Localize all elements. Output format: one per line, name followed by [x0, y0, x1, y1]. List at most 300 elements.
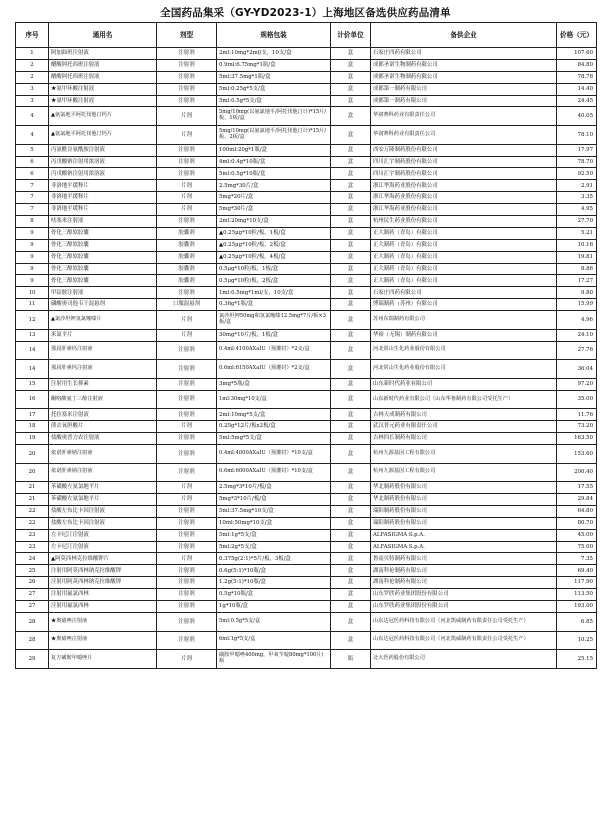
supplier-company-cell: 博瑞制药（苏州）有限公司: [371, 299, 557, 311]
supplier-company-cell: 武汉普元药业有限责任公司: [371, 421, 557, 433]
row-number-cell: 16: [16, 390, 49, 409]
spec-package-cell: 1ml:30mg*10支/盒: [217, 390, 331, 409]
supplier-company-cell: 湖南科伦制药有限公司: [371, 577, 557, 589]
supplier-company-cell: 西安万隆制药股份有限公司: [371, 144, 557, 156]
supplier-company-cell: 北大医药股份有限公司: [371, 650, 557, 669]
price-cell: 107.60: [557, 48, 597, 60]
supplier-company-cell: 正大制药（青岛）有限公司: [371, 251, 557, 263]
table-row: [16, 378, 597, 390]
price-cell: 19.81: [557, 251, 597, 263]
pricing-unit-cell: 盒: [331, 505, 371, 517]
supplier-company-cell: ALFASIGMA S.p.A.: [371, 541, 557, 553]
spec-package-cell: ▲0.25μg*10粒/板，2板/盒: [217, 239, 331, 251]
pricing-unit-cell: 盒: [331, 48, 371, 60]
table-row: [16, 650, 597, 669]
row-number-cell: 20: [16, 463, 49, 482]
dosage-form-cell: 注射剂: [157, 444, 217, 463]
price-cell: 40.05: [557, 107, 597, 126]
drug-name-cell: 甲钴胺注射液: [49, 287, 157, 299]
price-cell: 36.04: [557, 360, 597, 379]
row-number-cell: 19: [16, 433, 49, 445]
price-cell: 64.80: [557, 505, 597, 517]
price-cell: 2.91: [557, 180, 597, 192]
table-header-row: [16, 23, 597, 48]
pricing-unit-cell: 盒: [331, 275, 371, 287]
dosage-form-cell: 注射剂: [157, 341, 217, 360]
spec-package-cell: 4ml:0.4g*10瓶/盒: [217, 156, 331, 168]
dosage-form-cell: 片剂: [157, 494, 217, 506]
table-row: [16, 299, 597, 311]
row-number-cell: 9: [16, 263, 49, 275]
row-number-cell: 8: [16, 215, 49, 227]
pricing-unit-cell: 盒: [331, 239, 371, 251]
pricing-unit-cell: 盒: [331, 59, 371, 71]
drug-name-cell: 磷酸奥司他韦干混悬剂: [49, 299, 157, 311]
supplier-company-cell: 山东新时代药业有限公司: [371, 378, 557, 390]
pricing-unit-cell: 盒: [331, 360, 371, 379]
table-row: [16, 553, 597, 565]
dosage-form-cell: 口服混悬剂: [157, 299, 217, 311]
price-cell: 4.96: [557, 311, 597, 330]
supplier-company-cell: 成都第一制药有限公司: [371, 95, 557, 107]
table-row: [16, 505, 597, 517]
supplier-company-cell: 华北制药股份有限公司: [371, 482, 557, 494]
drug-name-cell: 注射用阿莫西林钠克拉维酸钾: [49, 565, 157, 577]
dosage-form-cell: 片剂: [157, 553, 217, 565]
drug-name-cell: ▲阿莫西林克拉维酸钾片: [49, 553, 157, 565]
price-cell: 92.50: [557, 168, 597, 180]
dosage-form-cell: 注射剂: [157, 390, 217, 409]
supplier-company-cell: 正大制药（青岛）有限公司: [371, 239, 557, 251]
pricing-unit-cell: 盒: [331, 541, 371, 553]
dosage-form-cell: 片剂: [157, 204, 217, 216]
dosage-form-cell: 注射剂: [157, 378, 217, 390]
dosage-form-cell: 胶囊剂: [157, 263, 217, 275]
price-cell: 9.80: [557, 287, 597, 299]
dosage-form-cell: 注射剂: [157, 71, 217, 83]
drug-name-cell: 复方磺胺甲噁唑片: [49, 650, 157, 669]
drug-name-cell: 丙戊酸钠注射用浓溶液: [49, 156, 157, 168]
supplier-company-cell: 石家庄四药有限公司: [371, 48, 557, 60]
table-row: [16, 287, 597, 299]
row-number-cell: 20: [16, 444, 49, 463]
spec-package-cell: 5ml:1g*5支/盒: [217, 529, 331, 541]
pricing-unit-cell: 盒: [331, 565, 371, 577]
spec-package-cell: 5mg/10mg(以氨氯地平/阿托伐他汀计)*15片/板，1板/盒: [217, 107, 331, 126]
spec-package-cell: 0.25g*12片/板x2板/盒: [217, 421, 331, 433]
spec-package-cell: 5ml:2g*5支/盒: [217, 541, 331, 553]
supplier-company-cell: 正大制药（青岛）有限公司: [371, 275, 557, 287]
table-row: [16, 421, 597, 433]
pricing-unit-cell: 盒: [331, 612, 371, 631]
price-cell: 27.76: [557, 341, 597, 360]
row-number-cell: 21: [16, 494, 49, 506]
supplier-company-cell: 杭州九源基因工程有限公司: [371, 444, 557, 463]
spec-package-cell: 2ml:10mg*5支/盒: [217, 409, 331, 421]
row-number-cell: 7: [16, 192, 49, 204]
price-cell: 35.00: [557, 390, 597, 409]
pricing-unit-cell: 盒: [331, 390, 371, 409]
pricing-unit-cell: 盒: [331, 227, 371, 239]
spec-package-cell: 2.5mg*30片/盒: [217, 180, 331, 192]
dosage-form-cell: 片剂: [157, 482, 217, 494]
spec-package-cell: 0.36g*1瓶/盒: [217, 299, 331, 311]
supplier-company-cell: 河北常山生化药业股份有限公司: [371, 341, 557, 360]
dosage-form-cell: 注射剂: [157, 144, 217, 156]
table-row: [16, 360, 597, 379]
supplier-company-cell: 正大制药（青岛）有限公司: [371, 263, 557, 275]
pricing-unit-cell: 盒: [331, 299, 371, 311]
supplier-company-cell: 山东罗欣药业集团股份有限公司: [371, 601, 557, 613]
table-row: [16, 601, 597, 613]
row-number-cell: 15: [16, 378, 49, 390]
dosage-form-cell: 注射剂: [157, 565, 217, 577]
row-number-cell: 22: [16, 517, 49, 529]
spec-package-cell: ▲0.25μg*10粒/板，4板/盒: [217, 251, 331, 263]
drug-name-cell: 苯磺酸左氨氯地平片: [49, 494, 157, 506]
pricing-unit-cell: 盒: [331, 444, 371, 463]
table-body: [16, 48, 597, 669]
pricing-unit-cell: 盒: [331, 287, 371, 299]
row-number-cell: 9: [16, 227, 49, 239]
drug-name-cell: 注射用阿莫西林钠克拉维酸钾: [49, 577, 157, 589]
dosage-form-cell: 胶囊剂: [157, 275, 217, 287]
spec-package-cell: 30mg*10片/板，1板/盒: [217, 329, 331, 341]
dosage-form-cell: 注射剂: [157, 48, 217, 60]
row-number-cell: 28: [16, 612, 49, 631]
drug-name-cell: 盐酸左布比卡因注射液: [49, 505, 157, 517]
pricing-unit-cell: 盒: [331, 433, 371, 445]
pricing-unit-cell: 盒: [331, 83, 371, 95]
table-row: [16, 390, 597, 409]
price-cell: 78.10: [557, 126, 597, 145]
row-number-cell: 6: [16, 156, 49, 168]
price-cell: 73.20: [557, 421, 597, 433]
row-number-cell: 18: [16, 421, 49, 433]
price-cell: 84.80: [557, 59, 597, 71]
dosage-form-cell: 片剂: [157, 421, 217, 433]
table-row: [16, 589, 597, 601]
drug-name-cell: ▲氯沙坦钾氢氯噻嗪片: [49, 311, 157, 330]
spec-package-cell: 0.5μg*10粒/板，1板/盒: [217, 263, 331, 275]
dosage-form-cell: 注射剂: [157, 541, 217, 553]
table-row: [16, 144, 597, 156]
spec-package-cell: 0.6g(5:1)*10瓶/盒: [217, 565, 331, 577]
dosage-form-cell: 注射剂: [157, 156, 217, 168]
price-cell: 29.84: [557, 494, 597, 506]
row-number-cell: 17: [16, 409, 49, 421]
price-cell: 6.85: [557, 612, 597, 631]
pricing-unit-cell: 盒: [331, 95, 371, 107]
price-cell: 10.16: [557, 239, 597, 251]
table-row: [16, 126, 597, 145]
pricing-unit-cell: 盒: [331, 463, 371, 482]
supplier-company-cell: 瑞阳制药股份有限公司: [371, 505, 557, 517]
drug-name-cell: 醋酸阿托西班注射液: [49, 71, 157, 83]
pricing-unit-cell: 盒: [331, 251, 371, 263]
header-cell: 备供企业: [371, 23, 557, 48]
table-row: [16, 59, 597, 71]
drug-name-cell: ★氨甲环酸注射液: [49, 95, 157, 107]
dosage-form-cell: 片剂: [157, 107, 217, 126]
page-title: 全国药品集采（GY-YD2023-1）上海地区备选供应药品清单: [160, 7, 451, 19]
spec-package-cell: 2ml:20mg*10支/盒: [217, 215, 331, 227]
pricing-unit-cell: 盒: [331, 378, 371, 390]
supplier-company-cell: ALFASIGMA S.p.A.: [371, 529, 557, 541]
row-number-cell: 7: [16, 204, 49, 216]
dosage-form-cell: 片剂: [157, 192, 217, 204]
dosage-form-cell: 注射剂: [157, 409, 217, 421]
pricing-unit-cell: 盒: [331, 215, 371, 227]
drug-name-cell: 骨化三醇软胶囊: [49, 275, 157, 287]
pricing-unit-cell: 盒: [331, 192, 371, 204]
supplier-company-cell: 成都第一制药有限公司: [371, 83, 557, 95]
row-number-cell: 23: [16, 541, 49, 553]
dosage-form-cell: 注射剂: [157, 95, 217, 107]
price-cell: 3.35: [557, 192, 597, 204]
price-cell: 15.99: [557, 299, 597, 311]
pricing-unit-cell: 盒: [331, 144, 371, 156]
spec-package-cell: 0.9ml:6.75mg*1瓶/盒: [217, 59, 331, 71]
dosage-form-cell: 片剂: [157, 126, 217, 145]
supplier-company-cell: 吉林天成制药有限公司: [371, 409, 557, 421]
spec-package-cell: 10ml:50mg*10支/盒: [217, 517, 331, 529]
spec-package-cell: 5ml:0.25g*5支/盒: [217, 83, 331, 95]
row-number-cell: 10: [16, 287, 49, 299]
price-cell: 153.60: [557, 444, 597, 463]
row-number-cell: 29: [16, 650, 49, 669]
table-row: [16, 215, 597, 227]
table-row: [16, 444, 597, 463]
table-row: [16, 311, 597, 330]
supplier-company-cell: 华裕（无锡）制药有限公司: [371, 329, 557, 341]
dosage-form-cell: 片剂: [157, 311, 217, 330]
drug-name-cell: 苯磺酸左氨氯地平片: [49, 482, 157, 494]
supplier-company-cell: 山东罗欣药业集团股份有限公司: [371, 589, 557, 601]
row-number-cell: 21: [16, 482, 49, 494]
drug-name-cell: ★奥硝唑注射液: [49, 631, 157, 650]
pricing-unit-cell: 盒: [331, 589, 371, 601]
drug-name-cell: 阿加曲班注射液: [49, 48, 157, 60]
supplier-company-cell: 成都圣诺生物制药有限公司: [371, 71, 557, 83]
row-number-cell: 2: [16, 59, 49, 71]
supplier-company-cell: 杭州九源基因工程有限公司: [371, 463, 557, 482]
dosage-form-cell: 注射剂: [157, 433, 217, 445]
header-cell: 通用名: [49, 23, 157, 48]
dosage-form-cell: 注射剂: [157, 168, 217, 180]
spec-package-cell: 5ml:0.5g*10瓶/盒: [217, 168, 331, 180]
price-cell: 27.70: [557, 215, 597, 227]
row-number-cell: 1: [16, 48, 49, 60]
drug-list-table: [15, 22, 597, 669]
spec-package-cell: 5ml:37.5mg*10支/盒: [217, 505, 331, 517]
dosage-form-cell: 注射剂: [157, 589, 217, 601]
dosage-form-cell: 片剂: [157, 180, 217, 192]
table-row: [16, 517, 597, 529]
spec-package-cell: 2.5mg*3*10片/板/盒: [217, 482, 331, 494]
table-row: [16, 263, 597, 275]
drug-name-cell: 丙戊酸钠注射用浓溶液: [49, 168, 157, 180]
dosage-form-cell: 注射剂: [157, 529, 217, 541]
pricing-unit-cell: 盒: [331, 180, 371, 192]
dosage-form-cell: 注射剂: [157, 612, 217, 631]
pricing-unit-cell: 盒: [331, 168, 371, 180]
spec-package-cell: 5ml:5mg*5支/盒: [217, 433, 331, 445]
pricing-unit-cell: 盒: [331, 553, 371, 565]
spec-package-cell: 5mg*20片/盒: [217, 192, 331, 204]
pricing-unit-cell: 盒: [331, 529, 371, 541]
pricing-unit-cell: 盒: [331, 409, 371, 421]
table-row: [16, 239, 597, 251]
table-row: [16, 433, 597, 445]
supplier-company-cell: 山东新时代药业有限公司（山东华鲁制药有限公司受托生产）: [371, 390, 557, 409]
spec-package-cell: 1g*10瓶/盒: [217, 601, 331, 613]
dosage-form-cell: 注射剂: [157, 83, 217, 95]
table-row: [16, 227, 597, 239]
row-number-cell: 4: [16, 126, 49, 145]
price-cell: 10.25: [557, 631, 597, 650]
drug-name-cell: 醋酸阿托西班注射液: [49, 59, 157, 71]
pricing-unit-cell: 盒: [331, 577, 371, 589]
supplier-company-cell: 成都圣诺生物制药有限公司: [371, 59, 557, 71]
dosage-form-cell: 片剂: [157, 650, 217, 669]
row-number-cell: 27: [16, 601, 49, 613]
supplier-company-cell: 山东达冠医药科技有限公司（河北凯威制药有限责任公司受托生产）: [371, 612, 557, 631]
price-cell: 17.27: [557, 275, 597, 287]
supplier-company-cell: 华北制药股份有限公司: [371, 494, 557, 506]
drug-name-cell: ▲氨氯地平阿托伐他汀钙片: [49, 126, 157, 145]
table-row: [16, 541, 597, 553]
price-cell: 97.20: [557, 378, 597, 390]
drug-name-cell: 左卡尼汀注射液: [49, 529, 157, 541]
row-number-cell: 9: [16, 251, 49, 263]
table-row: [16, 275, 597, 287]
dosage-form-cell: 胶囊剂: [157, 227, 217, 239]
table-row: [16, 409, 597, 421]
supplier-company-cell: 浙江华海药业股份有限公司: [371, 180, 557, 192]
spec-package-cell: 0.6ml:6000AXaIU（预灌封）*10支/盒: [217, 463, 331, 482]
spec-package-cell: 5mg/10mg(以氨氯地平/阿托伐他汀计)*15片/板，2板/盒: [217, 126, 331, 145]
header-cell: 价格（元）: [557, 23, 597, 48]
spec-package-cell: 5ml:37.5mg*1瓶/盒: [217, 71, 331, 83]
pricing-unit-cell: 盒: [331, 517, 371, 529]
supplier-company-cell: 山东达冠医药科技有限公司（河北凯威制药有限责任公司受托生产）: [371, 631, 557, 650]
price-cell: 78.70: [557, 156, 597, 168]
spec-package-cell: 5mg*3*10片/板/盒: [217, 494, 331, 506]
drug-name-cell: 骨化三醇软胶囊: [49, 239, 157, 251]
price-cell: 193.00: [557, 601, 597, 613]
row-number-cell: 5: [16, 144, 49, 156]
drug-name-cell: 盐酸左布比卡因注射液: [49, 517, 157, 529]
row-number-cell: 13: [16, 329, 49, 341]
table-row: [16, 168, 597, 180]
spec-package-cell: 磺胺甲噁唑400mg，甲氧苄啶80mg*100片/瓶: [217, 650, 331, 669]
drug-name-cell: 熊去氧胆酸片: [49, 421, 157, 433]
supplier-company-cell: 浙江华海药业股份有限公司: [371, 192, 557, 204]
table-row: [16, 95, 597, 107]
dosage-form-cell: 注射剂: [157, 287, 217, 299]
dosage-form-cell: 注射剂: [157, 631, 217, 650]
dosage-form-cell: 注射剂: [157, 59, 217, 71]
row-number-cell: 3: [16, 83, 49, 95]
drug-name-cell: 那屈肝素钙注射液: [49, 360, 157, 379]
row-number-cell: 11: [16, 299, 49, 311]
price-cell: 80.70: [557, 517, 597, 529]
drug-name-cell: 骨化三醇软胶囊: [49, 251, 157, 263]
drug-name-cell: 托拉塞米注射液: [49, 409, 157, 421]
spec-package-cell: 0.4ml:4100AXaIU（预灌封）*2支/盒: [217, 341, 331, 360]
table-row: [16, 83, 597, 95]
dosage-form-cell: 胶囊剂: [157, 239, 217, 251]
drug-name-cell: 依诺肝素钠注射液: [49, 463, 157, 482]
spec-package-cell: 6ml:1g*5支/盒: [217, 631, 331, 650]
supplier-company-cell: 河北常山生化药业股份有限公司: [371, 360, 557, 379]
table-row: [16, 71, 597, 83]
spec-package-cell: 100ml:20g*1瓶/盒: [217, 144, 331, 156]
supplier-company-cell: 鲁南贝特制药有限公司: [371, 553, 557, 565]
pricing-unit-cell: 盒: [331, 631, 371, 650]
drug-name-cell: 非洛地平缓释片: [49, 180, 157, 192]
price-cell: 8.86: [557, 263, 597, 275]
drug-name-cell: 酮咯酸氨丁三醇注射液: [49, 390, 157, 409]
pricing-unit-cell: 盒: [331, 156, 371, 168]
row-number-cell: 7: [16, 180, 49, 192]
dosage-form-cell: 注射剂: [157, 463, 217, 482]
spec-package-cell: 0.5g*10瓶/盒: [217, 589, 331, 601]
spec-package-cell: 1.2g(5:1)*10瓶/盒: [217, 577, 331, 589]
row-number-cell: 9: [16, 239, 49, 251]
spec-package-cell: ▲0.25μg*10粒/板，1板/盒: [217, 227, 331, 239]
table-row: [16, 251, 597, 263]
table-row: [16, 341, 597, 360]
header-cell: 序号: [16, 23, 49, 48]
supplier-company-cell: 华润赛科药业有限责任公司: [371, 107, 557, 126]
spec-package-cell: 3mg*5瓶/盒: [217, 378, 331, 390]
pricing-unit-cell: 盒: [331, 341, 371, 360]
price-cell: 75.00: [557, 541, 597, 553]
row-number-cell: 27: [16, 589, 49, 601]
supplier-company-cell: 石家庄四药有限公司: [371, 287, 557, 299]
row-number-cell: 14: [16, 360, 49, 379]
pricing-unit-cell: 盒: [331, 263, 371, 275]
table-row: [16, 192, 597, 204]
dosage-form-cell: 注射剂: [157, 360, 217, 379]
price-cell: 45.00: [557, 529, 597, 541]
drug-name-cell: ★奥硝唑注射液: [49, 612, 157, 631]
pricing-unit-cell: 盒: [331, 107, 371, 126]
price-cell: 5.21: [557, 227, 597, 239]
table-row: [16, 529, 597, 541]
pricing-unit-cell: 盒: [331, 71, 371, 83]
row-number-cell: 25: [16, 565, 49, 577]
row-number-cell: 6: [16, 168, 49, 180]
row-number-cell: 3: [16, 95, 49, 107]
price-cell: 7.35: [557, 553, 597, 565]
pricing-unit-cell: 盒: [331, 421, 371, 433]
row-number-cell: 12: [16, 311, 49, 330]
price-cell: 69.40: [557, 565, 597, 577]
drug-name-cell: 非洛地平缓释片: [49, 192, 157, 204]
row-number-cell: 4: [16, 107, 49, 126]
spec-package-cell: 氯沙坦钾50mg和氢氯噻嗪12.5mg*7片/板×3板/盒: [217, 311, 331, 330]
table-row: [16, 612, 597, 631]
drug-name-cell: 非洛地平缓释片: [49, 204, 157, 216]
price-cell: 200.40: [557, 463, 597, 482]
drug-name-cell: 那屈肝素钙注射液: [49, 341, 157, 360]
pricing-unit-cell: 盒: [331, 601, 371, 613]
price-cell: 11.76: [557, 409, 597, 421]
pricing-unit-cell: 盒: [331, 126, 371, 145]
